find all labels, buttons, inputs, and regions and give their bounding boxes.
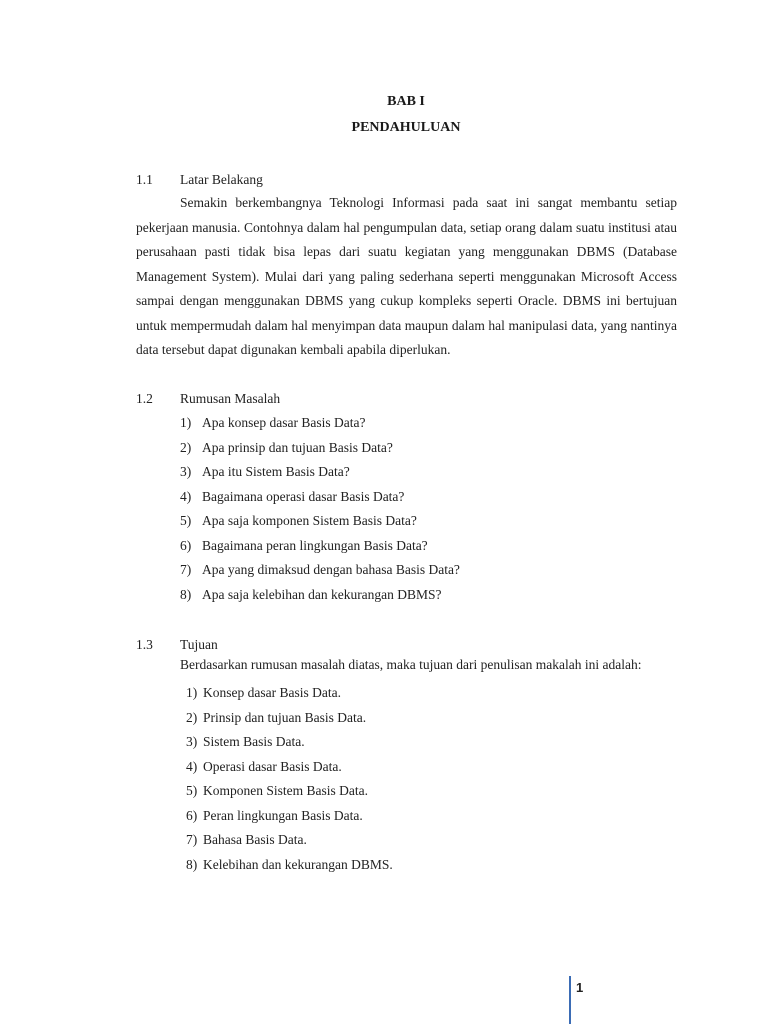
list-item [180, 558, 460, 583]
list-number: 8) [180, 586, 192, 602]
list-text: Prinsip dan tujuan Basis Data. [203, 709, 367, 725]
list-item [186, 681, 393, 706]
section-number-1-3: 1.3 [136, 637, 153, 652]
list-item [186, 755, 393, 780]
list-item [186, 804, 393, 829]
list-number: 6) [186, 807, 198, 823]
list-text: Sistem Basis Data. [203, 734, 305, 749]
list-item [186, 779, 393, 804]
list-item [186, 853, 393, 878]
list-item [180, 583, 460, 608]
list-text: Operasi dasar Basis Data. [203, 758, 342, 774]
chapter-title: BAB I [387, 94, 425, 109]
list-item [180, 485, 460, 510]
list-number: 5) [180, 513, 192, 528]
objectives-intro: Berdasarkan rumusan masalah diatas, maka tujuan dari penulisan makalah ini adalah: [180, 657, 642, 672]
list-number: 4) [186, 758, 198, 774]
list-text: Bagaimana operasi dasar Basis Data? [202, 488, 405, 504]
list-number: 8) [186, 856, 198, 872]
list-text: Apa saja komponen Sistem Basis Data? [202, 513, 417, 528]
list-text: Komponen Sistem Basis Data. [203, 783, 368, 798]
list-item [186, 828, 393, 853]
problem-statement-list [180, 411, 460, 607]
section-title-latar-belakang: Latar Belakang [180, 172, 263, 187]
chapter-subtitle: PENDAHULUAN [351, 120, 461, 135]
section-title-rumusan-masalah: Rumusan Masalah [180, 391, 281, 406]
section-number-1-1: 1.1 [136, 172, 153, 187]
list-number: 3) [186, 734, 198, 749]
list-number: 4) [180, 488, 192, 504]
list-text: Peran lingkungan Basis Data. [203, 807, 363, 823]
list-text: Apa saja kelebihan dan kekurangan DBMS? [202, 586, 442, 602]
list-text: Konsep dasar Basis Data. [203, 685, 341, 700]
list-number: 7) [186, 832, 198, 847]
list-text: Apa itu Sistem Basis Data? [202, 464, 350, 479]
list-number: 5) [186, 783, 198, 798]
section-title-tujuan: Tujuan [180, 637, 218, 652]
list-text: Bagaimana peran lingkungan Basis Data? [202, 537, 428, 553]
section-number-1-2: 1.2 [136, 391, 153, 406]
list-number: 6) [180, 537, 192, 553]
list-item [180, 436, 460, 461]
page-number-rule [569, 976, 571, 1024]
list-text: Bahasa Basis Data. [203, 832, 307, 847]
list-number: 1) [186, 685, 198, 700]
background-paragraph: Semakin berkembangnya Teknologi Informasi pada saat ini sangat membantu setiap pekerjaan manusia. Contohnya dalam hal pengumpulan data, setiap orang dalam suatu institusi atau perusahaan pasti tidak bisa lepas dari suatu kegiatan yang menggunakan DBMS (Database Management System). Mulai dari yang paling sederhana seperti menggunakan Microsoft Access sampai dengan menggunakan DBMS yang cukup kompleks seperti Oracle. DBMS ini bertujuan untuk mempermudah dalam hal menyimpan data maupun dalam hal manipulasi data, yang nantinya data tersebut dapat digunakan kembali apabila diperlukan. [136, 195, 677, 357]
list-text: Kelebihan dan kekurangan DBMS. [203, 856, 393, 872]
objectives-list [186, 681, 393, 877]
list-text: Apa yang dimaksud dengan bahasa Basis Data? [202, 562, 460, 577]
list-item [186, 706, 393, 731]
list-item [180, 460, 460, 485]
list-text: Apa konsep dasar Basis Data? [202, 415, 366, 430]
list-item [186, 730, 393, 755]
list-number: 2) [186, 709, 198, 725]
list-text: Apa prinsip dan tujuan Basis Data? [202, 439, 393, 455]
page-number: 1 [576, 980, 584, 995]
list-number: 1) [180, 415, 192, 430]
list-number: 3) [180, 464, 192, 479]
list-item [180, 534, 460, 559]
list-number: 2) [180, 439, 192, 455]
list-item [180, 509, 460, 534]
list-number: 7) [180, 562, 192, 577]
list-item [180, 411, 460, 436]
